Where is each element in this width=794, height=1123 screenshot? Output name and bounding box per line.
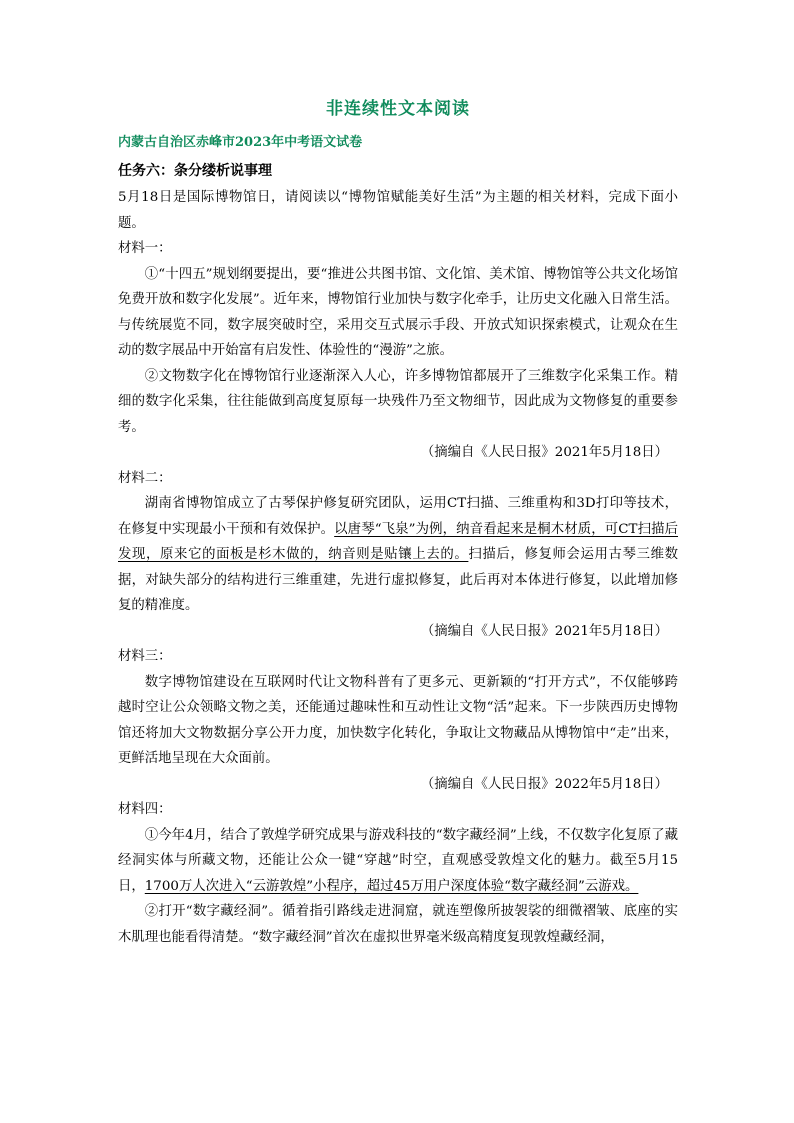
- material-2-text-b: 扫描后，修复师会运用古琴三维数据，对缺失部分的结构进行三维重建，先进行虚拟修复，此后再对本体进行修复，以此增加修复的精准度。: [118, 547, 678, 613]
- material-2-underlined-sentence: 以唐琴“飞泉”为例，纳音看起来是桐木材质，可CT扫描后发现，原来它的面板是杉木做的，纳音则是贴镶上去的。: [118, 521, 679, 562]
- material-4-paragraph-1: [118, 823, 678, 900]
- exam-source: 内蒙古自治区赤峰市2023年中考语文试卷: [118, 135, 363, 150]
- material-1-paragraph-1: ①“十四五”规划纲要提出，要“推进公共图书馆、文化馆、美术馆、博物馆等公共文化场馆免费开放和数字化发展”。近年来，博物馆行业加快与数字化牵手，让历史文化融入日常生活。与传统展览不同，数字展突破时空，采用交互式展示手段、开放式知识探索模式，让观众在生动的数字展品中开始富有启发性、体验性的“漫游”之旅。: [118, 266, 678, 358]
- material-4-text-a: ①今年4月，结合了敦煌学研究成果与游戏科技的“数字藏经洞”上线，不仅数字化复原了藏经洞实体与所藏文物，还能让公众一键“穿越”时空，直观感受敦煌文化的魅力。截至5月15日，: [118, 827, 678, 894]
- material-4-label: 材料四：: [118, 802, 172, 817]
- document-page: [118, 94, 678, 950]
- task-heading: 任务六：条分缕析说事理: [118, 163, 272, 179]
- material-4-paragraph-2: ②打开“数字藏经洞”。循着指引路线走进洞窟，就连塑像所披袈裟的细微褶皱、底座的实木肌理也能看得清楚。“数字藏经洞”首次在虚拟世界毫米级高精度复现敦煌藏经洞，: [118, 904, 678, 945]
- material-1-citation: （摘编自《人民日报》2021年5月18日）: [420, 445, 668, 460]
- material-3-citation: （摘编自《人民日报》2022年5月18日）: [420, 776, 668, 792]
- material-3-paragraph: 数字博物馆建设在互联网时代让文物科普有了更多元、更新颖的“打开方式”，不仅能够跨越时空让公众领略文物之美，还能通过趣味性和互动性让文物“活”起来。下一步陕西历史博物馆还将加大文物数据分享公开力度，加快数字化转化，争取让文物藏品从博物馆中“走”出来，更鲜活地呈现在大众面前。: [118, 674, 678, 766]
- page-title: 非连续性文本阅读: [326, 99, 470, 119]
- intro-paragraph: 5月18日是国际博物馆日，请阅读以“博物馆赋能美好生活”为主题的相关材料，完成下面小题。: [118, 190, 678, 231]
- material-1-label: 材料一：: [118, 241, 172, 256]
- material-3-label: 材料三：: [118, 649, 172, 664]
- material-2-label: 材料二：: [118, 470, 172, 486]
- material-2-paragraph: [118, 491, 678, 619]
- material-2-text-a: 湖南省博物馆成立了古琴保护修复研究团队，运用CT扫描、三维重构和3D打印等技术，在修复中实现最小干预和有效保护。: [118, 496, 678, 537]
- material-1-paragraph-2: ②文物数字化在博物馆行业逐渐深入人心，许多博物馆都展开了三维数字化采集工作。精细的数字化采集，往往能做到高度复原每一块残件乃至文物细节，因此成为文物修复的重要参考。: [118, 368, 678, 435]
- material-2-citation: （摘编自《人民日报》2021年5月18日）: [420, 623, 668, 639]
- material-4-underlined-sentence: 1700万人次进入“云游敦煌”小程序，超过45万用户深度体验“数字藏经洞”云游戏。: [144, 878, 639, 894]
